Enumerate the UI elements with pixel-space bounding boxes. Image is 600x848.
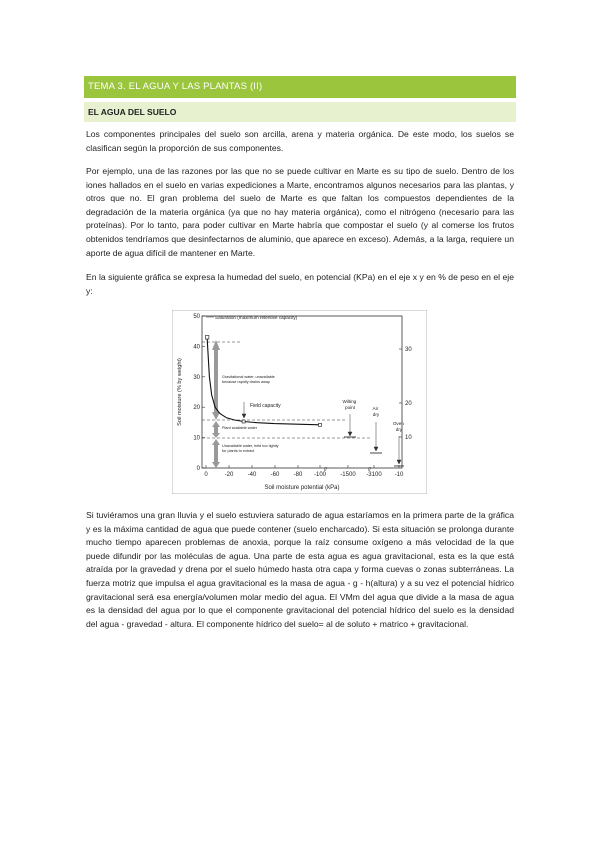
paragraph-mars: Por ejemplo, una de las razones por las que no se puede cultivar en Marte es su tipo de suelo. Dentro de los iones hallados en el suelo en varias expediciones a Marte, encontramos algunos necesarios para las plantas, y otros que no. El gran problema del suelo de Marte es que faltan los compuestos dependientes de la degradación de la materia orgánica (ya que no hay materia orgánica), como el nitrógeno (necesario para las proteínas). Por lo tanto, para poder cultivar en Marte habría que compostar el suelo (y al comerse los frutos obtenidos tendríamos que desinfectarnos de aluminio, que aparece en exceso). Además, a la larga, requiere un aporte de agua difícil de mantener en Marte. xyxy=(86,166,514,258)
soil-moisture-figure xyxy=(172,310,427,494)
air-dry-label: Air dry xyxy=(372,406,380,417)
gravitational-label: Gravitational water, unavailable because rapidly drains away xyxy=(222,375,275,384)
axis-break-2: // xyxy=(368,467,371,473)
y-right-tick-label: 30 xyxy=(405,347,412,353)
figure-border xyxy=(172,310,427,494)
x-axis-title: Soil moisture potential (kPa) xyxy=(264,485,340,491)
y-right-tick-label: 20 xyxy=(405,401,412,407)
x-tick-label: -100 xyxy=(313,472,327,478)
curve-end-marker xyxy=(319,423,322,426)
saturation-label: Saturation (maximum retentive capacity) xyxy=(215,315,298,320)
paragraph-chart-intro: En la siguiente gráfica se expresa la humedad del suelo, en potencial (KPa) en el eje x y en % de peso en el eje y: xyxy=(86,272,514,296)
wilting-point-label: Wilting point xyxy=(342,399,357,410)
x-tick-label: -40 xyxy=(247,472,257,478)
paragraph-explanation: Si tuviéramos una gran lluvia y el suelo estuviera saturado de agua estaríamos en la primera parte de la gráfica y es la máxima cantidad de agua que puede contener (suelo encharcado). Si esta situación se prolonga durante mucho tiempo aparecen problemas de anoxia, porque la raíz consume oxígeno a más velocidad de la que puede difundir por las moléculas de agua. Una parte de esta agua es agua gravitacional, esta es la que está atraída por la gravedad y drena por el suelo húmedo hasta otra capa y forma cuevas o zonas subterráneas. La fuerza motriz que impulsa el agua gravitacional es la masa de agua - g - h(altura) y a su vez el potencial hídrico gravitacional será esa energía/volumen molar medio del agua. El VMm del agua que divide a la masa de agua es la densidad del agua por lo que el componente gravitacional del potencial hídrico del suelo es la densidad del agua - gravedad - altura. El componente hídrico del suelo= al de soluto + matrico + gravitacional. xyxy=(86,510,514,629)
y-left-tick-label: 50 xyxy=(193,314,200,320)
oven-dry-label: Oven dry xyxy=(392,421,404,432)
field-capacity-point-marker xyxy=(242,420,245,423)
section-heading: EL AGUA DEL SUELO xyxy=(84,102,516,122)
y-left-tick-label: 0 xyxy=(196,466,200,472)
y-left-tick-label: 30 xyxy=(193,374,200,381)
x-tick-label: -60 xyxy=(270,472,280,478)
y-left-tick-label: 20 xyxy=(193,405,200,412)
y-right-tick-label: 10 xyxy=(405,435,412,441)
x-tick-label: -20 xyxy=(224,472,234,478)
x-tick-label: -3100 xyxy=(366,472,382,478)
available-label: Plant available water xyxy=(222,426,258,430)
x-tick-label: -1500 xyxy=(340,472,356,478)
soil-moisture-chart xyxy=(172,310,427,494)
topic-title: TEMA 3. EL AGUA Y LAS PLANTAS (II) xyxy=(84,76,516,98)
y-left-tick-label: 40 xyxy=(193,344,200,351)
field-capacity-label: Field capacity xyxy=(250,403,281,409)
y-axis-title: Soil moisture (% by weight) xyxy=(177,358,183,426)
x-tick-label: 0 xyxy=(204,472,208,478)
x-tick-label: -80 xyxy=(293,472,303,478)
saturation-point-marker xyxy=(205,336,209,340)
x-tick-label: -10 xyxy=(394,472,404,478)
unavailable-label: Unavailable water, held too tightly for plants to extract xyxy=(222,444,279,453)
axis-break-1: // xyxy=(324,467,327,473)
y-left-tick-label: 10 xyxy=(193,435,200,442)
paragraph-intro: Los componentes principales del suelo son arcilla, arena y materia orgánica. De este modo, los suelos se clasifican según la proporción de sus componentes. xyxy=(86,129,514,153)
